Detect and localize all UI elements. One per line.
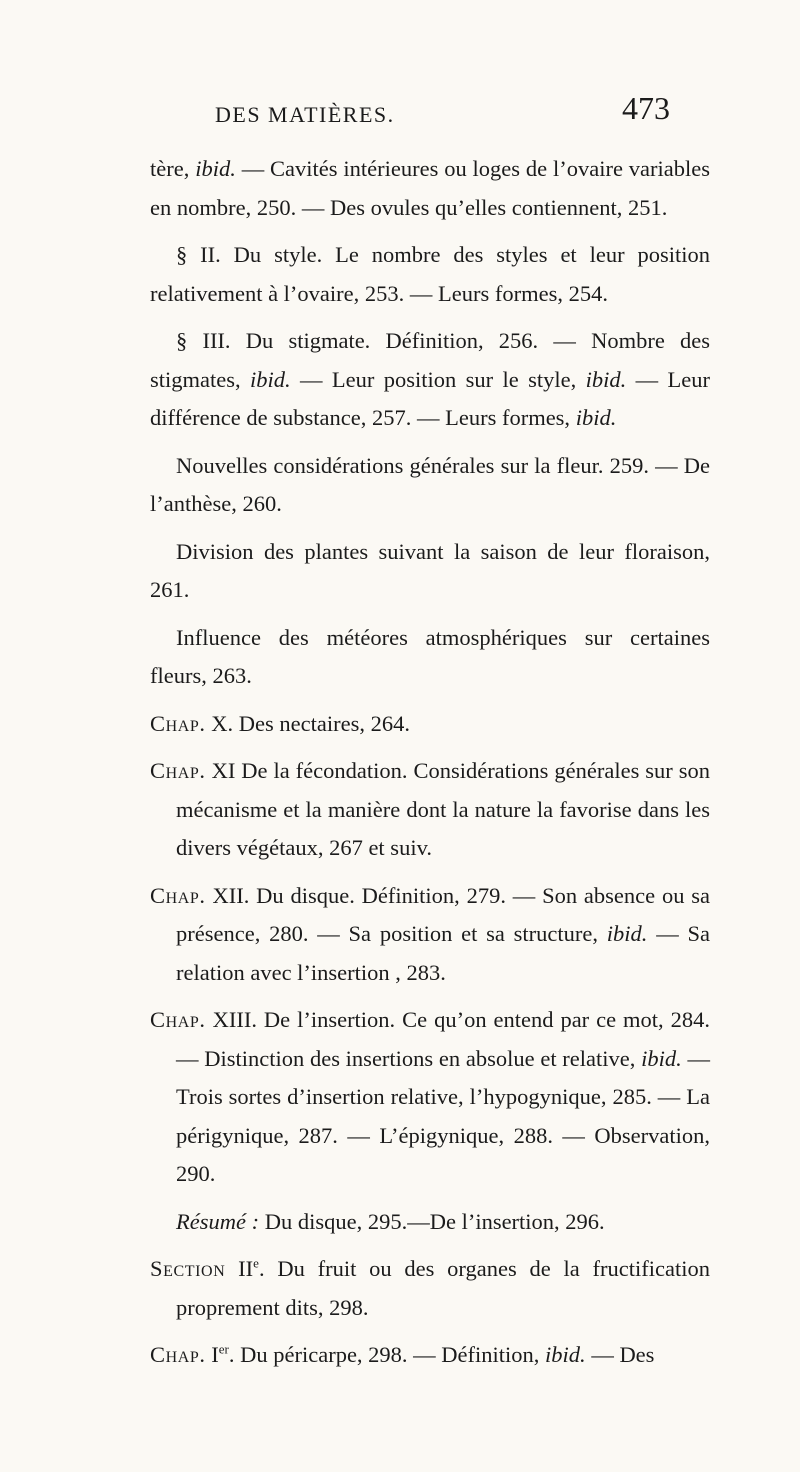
index-entry: Chap. Ier. Du péricarpe, 298. — Définition, ibid. — Des	[150, 1341, 655, 1367]
running-title: DES MATIÈRES.	[215, 102, 395, 127]
index-entry: Section IIe. Du fruit ou des organes de la fructification proprement dits, 298.	[150, 1255, 710, 1320]
running-head	[0, 88, 800, 138]
index-entry: tère, ibid. — Cavités intérieures ou loges de l’ovaire variables en nombre, 250. — Des ovules qu’elles contiennent, 251.	[150, 156, 711, 220]
index-entry: Influence des météores atmosphériques sur certaines fleurs, 263.	[150, 624, 710, 688]
index-entry: Résumé : Du disque, 295.—De l’insertion, 296.	[176, 1208, 605, 1234]
index-entry: § II. Du style. Le nombre des styles et leur position relativement à l’ovaire, 253. — Leurs formes, 254.	[150, 242, 710, 306]
index-text	[150, 150, 710, 1384]
index-entry: Division des plantes suivant la saison de leur floraison, 261.	[150, 538, 710, 602]
index-entry: Chap. X. Des nectaires, 264.	[150, 710, 410, 736]
index-entry: § III. Du stigmate. Définition, 256. — Nombre des stigmates, ibid. — Leur position sur le style, ibid. — Leur différence de substance, 257. — Leurs formes, ibid.	[150, 328, 711, 430]
page-number: 473	[622, 90, 670, 126]
index-entry: Chap. XII. Du disque. Définition, 279. — Son absence ou sa présence, 280. — Sa position et sa structure, ibid. — Sa relation avec l’insertion , 283.	[150, 882, 711, 985]
index-entry: Chap. XIII. De l’insertion. Ce qu’on entend par ce mot, 284. — Distinction des insertions en absolue et relative, ibid. — Trois sortes d’insertion relative, l’hypogynique, 285. — La périgynique, 287. — L’épigynique, 288. — Observation, 290.	[150, 1007, 710, 1186]
index-entry: Nouvelles considérations générales sur la fleur. 259. — De l’anthèse, 260.	[150, 452, 710, 516]
index-entry: Chap. XI De la fécondation. Considérations générales sur son mécanisme et la manière dont la nature la favorise dans les divers végétaux, 267 et suiv.	[150, 758, 710, 860]
